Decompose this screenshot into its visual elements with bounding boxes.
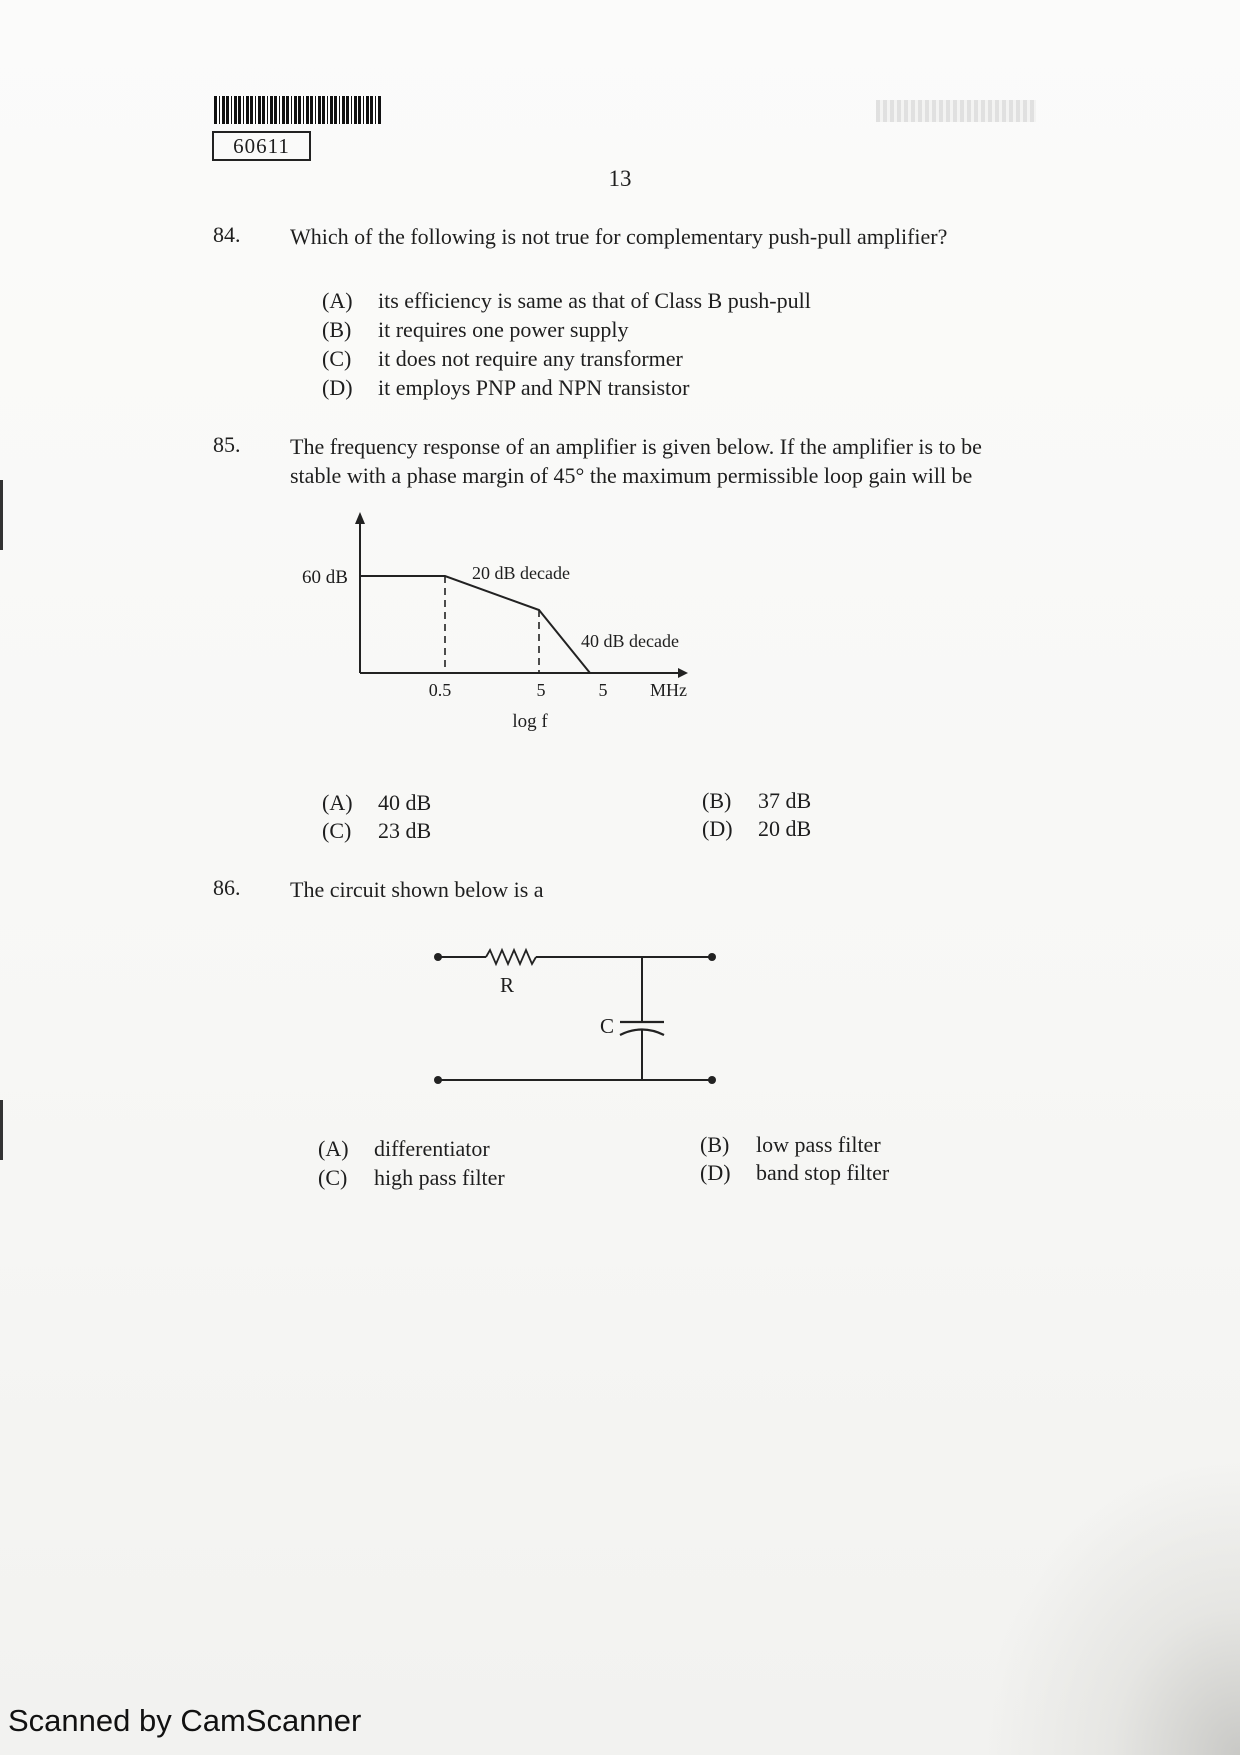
option-text: 20 dB: [758, 816, 812, 841]
option-label: (D): [700, 1160, 731, 1185]
rc-circuit: [420, 930, 740, 1100]
option-label: (C): [322, 818, 352, 843]
question-text: Which of the following is not true for complementary push-pull amplifier?: [290, 224, 948, 249]
scanner-watermark: Scanned by CamScanner: [8, 1703, 362, 1738]
option-text: differentiator: [374, 1136, 490, 1161]
option-c: [322, 818, 431, 844]
option-d: [700, 1160, 889, 1186]
option-a: [318, 1136, 490, 1162]
x-tick-label: 0.5: [428, 680, 452, 700]
option-label: (C): [318, 1165, 348, 1190]
x-unit-label: MHz: [650, 680, 687, 700]
output-terminal: [708, 1076, 716, 1084]
option-label: (A): [322, 790, 353, 815]
question-text-line: stable with a phase margin of 45° the maximum permissible loop gain will be: [290, 463, 973, 488]
option-label: (C): [322, 346, 352, 371]
option-label: (A): [318, 1136, 349, 1161]
barcode: [214, 96, 381, 124]
x-axis-label: log f: [512, 711, 548, 732]
option-b: [322, 317, 629, 343]
resistor: [486, 950, 536, 964]
y-axis-arrow: [355, 512, 365, 524]
y-value-label: 60 dB: [302, 567, 348, 588]
scan-shadow: [980, 1455, 1240, 1755]
option-text: its efficiency is same as that of Class B push-pull: [378, 288, 811, 313]
option-d: [702, 816, 811, 842]
binding-mark: [0, 1100, 3, 1160]
question-number: 86.: [213, 875, 241, 900]
binding-mark: [0, 480, 3, 550]
option-label: (A): [322, 288, 353, 313]
x-tick-label: 5: [598, 680, 608, 700]
option-text: 37 dB: [758, 788, 812, 813]
option-text: high pass filter: [374, 1165, 505, 1190]
option-label: (D): [322, 375, 353, 400]
option-d: [322, 375, 689, 401]
option-label: (B): [322, 317, 352, 342]
option-text: it employs PNP and NPN transistor: [378, 375, 690, 400]
option-text: band stop filter: [756, 1160, 890, 1185]
bode-plot-svg: [290, 510, 730, 750]
page-number: 13: [608, 166, 632, 191]
output-terminal: [708, 953, 716, 961]
x-tick-label: 5: [536, 680, 546, 700]
option-a: [322, 790, 431, 816]
option-a: [322, 288, 811, 314]
question-number: 84.: [213, 222, 241, 247]
gain-curve: [360, 576, 590, 673]
option-label: (B): [702, 788, 732, 813]
option-text: 40 dB: [378, 790, 432, 815]
question-number: 85.: [213, 432, 241, 457]
slope-label: 20 dB decade: [472, 563, 570, 583]
option-text: low pass filter: [756, 1132, 881, 1157]
faded-stamp: [876, 100, 1036, 122]
question-text: [290, 432, 1110, 490]
resistor-label: R: [499, 973, 515, 997]
option-label: (D): [702, 816, 733, 841]
bode-plot: [290, 510, 730, 755]
option-c: [318, 1165, 505, 1191]
option-label: (B): [700, 1132, 730, 1157]
booklet-code: 60611: [212, 131, 311, 161]
question-text-line: The frequency response of an amplifier is given below. If the amplifier is to be: [290, 434, 982, 459]
capacitor-label: C: [600, 1014, 615, 1038]
question-text: The circuit shown below is a: [290, 877, 544, 902]
option-b: [700, 1132, 881, 1158]
option-text: it requires one power supply: [378, 317, 629, 342]
rc-circuit-svg: [420, 930, 740, 1095]
option-c: [322, 346, 683, 372]
option-text: it does not require any transformer: [378, 346, 683, 371]
slope-label: 40 dB decade: [581, 631, 679, 651]
option-b: [702, 788, 811, 814]
option-text: 23 dB: [378, 818, 432, 843]
x-axis-arrow: [678, 668, 688, 678]
